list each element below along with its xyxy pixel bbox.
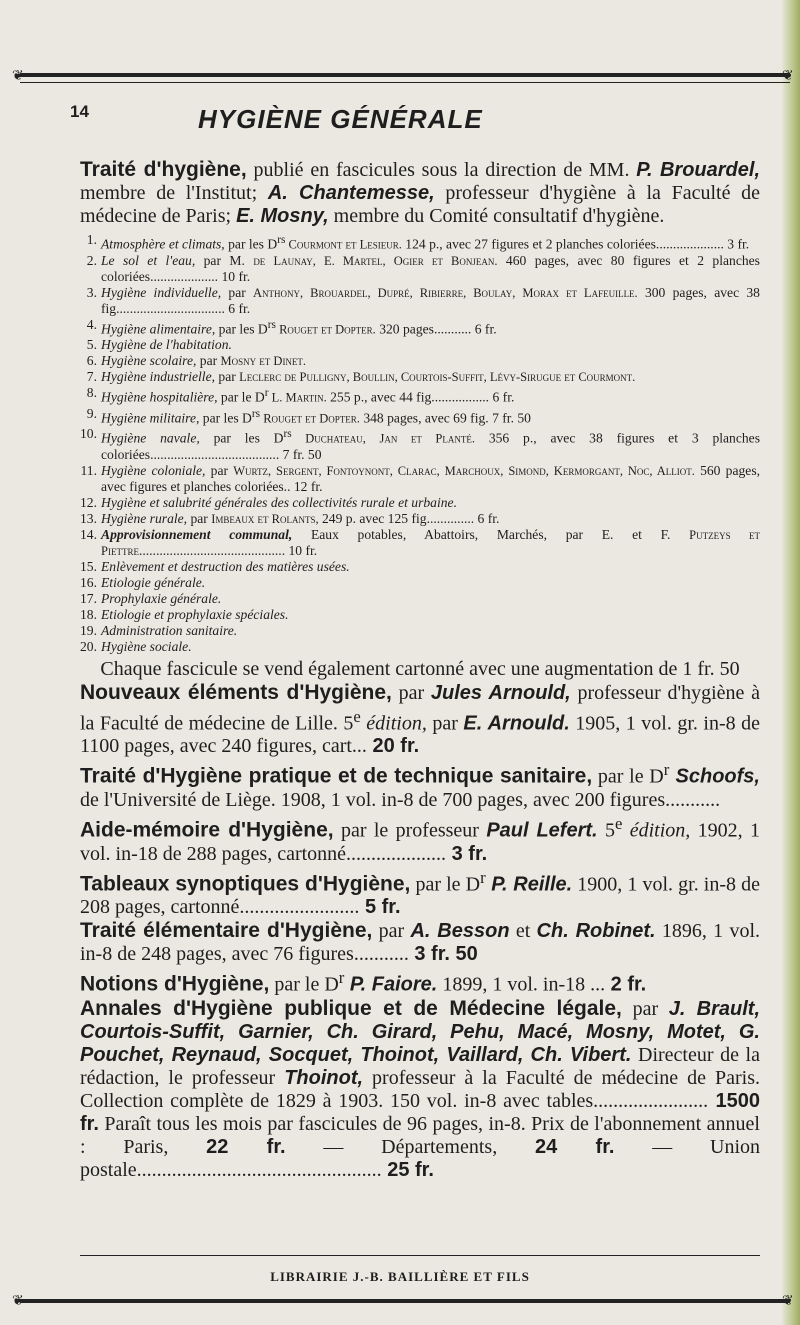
rule-ornament-right-icon: ❦ bbox=[782, 68, 794, 84]
list-item: 20. Hygiène sociale. bbox=[80, 638, 192, 654]
page-content bbox=[80, 158, 760, 1182]
publisher-footer: LIBRAIRIE J.-B. BAILLIÈRE ET FILS bbox=[270, 1269, 530, 1284]
entry-nouveaux-elements: Nouveaux éléments d'Hygiène, par Jules Arnould, professeur d'hygiène à la Faculté de médecine de Lille. 5e édition, par E. Arnould. 1905, 1 vol. gr. in-8 de 1100 pages, avec 240 figures, cart... 20 fr. bbox=[80, 680, 760, 758]
editor-mosny: E. Mosny, bbox=[236, 205, 329, 227]
list-item: 14. Approvisionnement communal, Eaux potables, Abattoirs, Marchés, par E. et F. Putzeys et Piettre........................................... 10 fr. bbox=[80, 526, 760, 558]
bottom-ornament-right-icon: ❦ bbox=[782, 1293, 794, 1309]
entry-tableaux-synoptiques: Tableaux synoptiques d'Hygiène, par le $D^r$ P. Reille. 1900, 1 vol. gr. in-8 de 208 pages, cartonné........................ 5 fr. bbox=[80, 867, 760, 919]
bottom-ornament-left-icon: ❦ bbox=[12, 1293, 24, 1309]
rule-ornament-left-icon: ❦ bbox=[12, 68, 24, 84]
list-item: 4. Hygiène alimentaire, par les $D^{rs}$ Rouget et Dopter. 320 pages........... 6 fr. bbox=[86, 316, 497, 337]
chaque-fascicule-note: Chaque fascicule se vend également cartonné avec une augmentation de 1 fr. 50 bbox=[100, 657, 740, 680]
entry-traite-elementaire: Traité élémentaire d'Hygiène, par A. Besson et Ch. Robinet. 1896, 1 vol. in-8 de 248 pages, avec 76 figures........... 3 fr. 50 bbox=[80, 919, 760, 966]
editor-chantemesse: A. Chantemesse, bbox=[267, 182, 435, 204]
top-rule-thin bbox=[20, 82, 790, 83]
editor-brouardel: P. Brouardel, bbox=[636, 159, 761, 181]
list-item: 17. Prophylaxie générale. bbox=[80, 590, 222, 606]
list-item: 9. Hygiène militaire, par les $D^{rs}$ Rouget et Dopter. 348 pages, avec 69 fig. 7 fr. 50 bbox=[86, 405, 531, 426]
list-item: 1. Atmosphère et climats, par les $D^{rs}$ Courmont et Lesieur. 124 p., avec 27 figures et 2 planches coloriées.................... 3 fr. bbox=[86, 232, 750, 252]
traite-paragraph: Traité d'hygiène, publié en fascicules sous la direction de MM. P. Brouardel, membre de l'Institut; A. Chantemesse, professeur d'hygiène à la Faculté de médecine de Paris; E. Mosny, membre du Comité consultatif d'hygiène. bbox=[80, 158, 761, 227]
list-item: 6. Hygiène scolaire, par Mosny et Dinet. bbox=[86, 353, 307, 369]
list-item: 8. Hygiène hospitalière, par le $D^r$ L. Martin. 255 p., avec 44 fig................. 6 fr. bbox=[86, 385, 515, 405]
list-item: 5. Hygiène de l'habitation. bbox=[86, 337, 232, 353]
list-item: 3. Hygiène individuelle, par Anthony, Brouardel, Dupré, Ribierre, Boulay, Morax et Lafeuille. 300 pages, avec 38 fig................................ 6 fr. bbox=[86, 284, 760, 316]
entry-traite-pratique: Traité d'Hygiène pratique et de technique sanitaire, par le $D^r$ Schoofs, de l'Université de Liège. 1908, 1 vol. in-8 de 700 pages, avec 200 figures........... bbox=[80, 760, 760, 811]
list-item: 18. Etiologie et prophylaxie spéciales. bbox=[80, 606, 289, 622]
bottom-rule-thick bbox=[20, 1299, 790, 1303]
entry-notions: Notions d'Hygiène, par le $D^r$ P. Faiore. 1899, 1 vol. in-18 ... 2 fr. bbox=[80, 968, 647, 996]
list-item: 7. Hygiène industrielle, par Leclerc de Pulligny, Boullin, Courtois-Suffit, Lévy-Sirugue et Courmont. bbox=[86, 369, 636, 385]
list-item: 10. Hygiène navale, par les $D^{rs}$ Duchateau, Jan et Planté. 356 p., avec 38 figures et 3 planches coloriées...................................... 7 fr. 50 bbox=[80, 426, 760, 462]
fascicule-list bbox=[80, 232, 760, 655]
page-edge bbox=[782, 0, 800, 1325]
traite-title: Traité d'hygiène, bbox=[80, 158, 247, 181]
list-item: 12. Hygiène et salubrité générales des collectivités rurale et urbaine. bbox=[80, 494, 457, 510]
list-item: 16. Etiologie générale. bbox=[80, 574, 206, 590]
list-item: 13. Hygiène rurale, par Imbeaux et Rolants, 249 p. avec 125 fig.............. 6 fr. bbox=[80, 510, 500, 526]
page-number: 14 bbox=[70, 102, 89, 121]
entry-annales: Annales d'Hygiène publique et de Médecine légale, par J. Brault, Courtois-Suffit, Garnier, Ch. Girard, Pehu, Macé, Mosny, Motet, G. Pouchet, Reynaud, Socquet, Thoinot, Vaillard, Ch. Vibert. Directeur de la rédaction, le professeur Thoinot, professeur à la Faculté de médecine de Paris. Collection complète de 1829 à 1903. 150 vol. in-8 avec tables....................... 1500 fr. Paraît tous les mois par fascicules de 96 pages, in-8. Prix de l'abonnement annuel : Paris, 22 fr. — Départements, 24 fr. — Union postale................................................. 25 fr. bbox=[80, 996, 761, 1181]
list-item: 15. Enlèvement et destruction des matières usées. bbox=[80, 558, 350, 574]
entry-aide-memoire: Aide-mémoire d'Hygiène, par le professeur Paul Lefert. 5e édition, 1902, 1 vol. in-18 de 288 pages, cartonné.................... 3 fr. bbox=[80, 813, 761, 865]
list-item: 19. Administration sanitaire. bbox=[80, 622, 238, 638]
list-item: 11. Hygiène coloniale, par Wurtz, Sergent, Fontoynont, Clarac, Marchoux, Simond, Kermorgant, Noc, Alliot. 560 pages, avec figures et planches coloriées.. 12 fr. bbox=[80, 462, 761, 494]
running-head: HYGIÈNE GÉNÉRALE bbox=[198, 104, 483, 134]
top-rule-thick bbox=[20, 73, 790, 77]
list-item: 2. Le sol et l'eau, par M. de Launay, E. Martel, Ogier et Bonjean. 460 pages, avec 80 figures et 2 planches coloriées.................... 10 fr. bbox=[86, 252, 760, 284]
bottom-rule-thin bbox=[80, 1255, 760, 1256]
